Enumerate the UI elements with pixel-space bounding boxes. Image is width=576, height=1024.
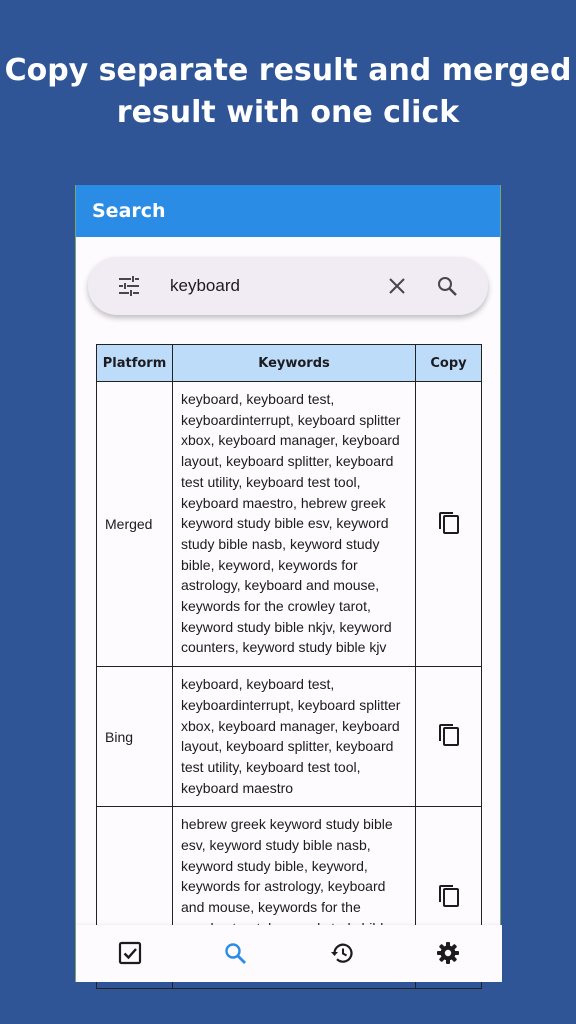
close-icon[interactable] <box>388 277 406 295</box>
table-row <box>97 382 482 667</box>
settings-icon[interactable] <box>436 941 460 965</box>
copy-icon <box>438 884 460 908</box>
platform-cell: Bing <box>97 667 173 807</box>
search-bar[interactable] <box>88 257 488 315</box>
platform-cell: Merged <box>97 382 173 667</box>
search-icon[interactable] <box>223 941 247 965</box>
copy-icon <box>438 511 460 535</box>
bottom-navigation <box>76 925 502 982</box>
header-keywords: Keywords <box>173 345 416 382</box>
app-bar <box>76 185 500 237</box>
keywords-cell: keyboard, keyboard test, keyboardinterrupt, keyboard splitter xbox, keyboard manager, keyboard layout, keyboard splitter, keyboard test utility, keyboard test tool, keyboard maestro <box>173 667 416 807</box>
keywords-cell: keyboard, keyboard test, keyboardinterrupt, keyboard splitter xbox, keyboard manager, keyboard layout, keyboard splitter, keyboard test utility, keyboard test tool, keyboard maestro, hebrew greek keyword study bible esv, keyword study bible nasb, keyword study bible, keyword, keywords for astrology, keyboard and mouse, keywords for the crowley tarot, keyword study bible nkjv, keyword counters, keyword study bible kjv <box>173 382 416 667</box>
search-icon[interactable] <box>437 276 457 296</box>
search-input[interactable]: keyboard <box>170 276 240 295</box>
copy-icon <box>438 723 460 747</box>
keywords-cell: hebrew greek keyword study bible esv, keyword study bible nasb, keyword study bible, keyword, keywords for astrology, keyboard and mouse, keywords for the <box>173 807 416 989</box>
history-icon[interactable] <box>330 941 354 965</box>
app-bar-title: Search <box>92 200 166 222</box>
header-platform: Platform <box>97 345 173 382</box>
results-table-container[interactable] <box>96 344 482 916</box>
promo-headline <box>0 50 576 134</box>
checklist-icon[interactable] <box>118 941 142 965</box>
headline-line-2: result with one click <box>116 95 460 130</box>
header-copy: Copy <box>416 345 482 382</box>
results-table <box>96 344 482 989</box>
app-screen <box>75 185 501 982</box>
table-row <box>97 667 482 807</box>
copy-button[interactable] <box>416 382 482 667</box>
headline-line-1: Copy separate result and merged <box>4 53 572 88</box>
copy-button[interactable] <box>416 667 482 807</box>
tune-icon[interactable] <box>118 276 140 296</box>
